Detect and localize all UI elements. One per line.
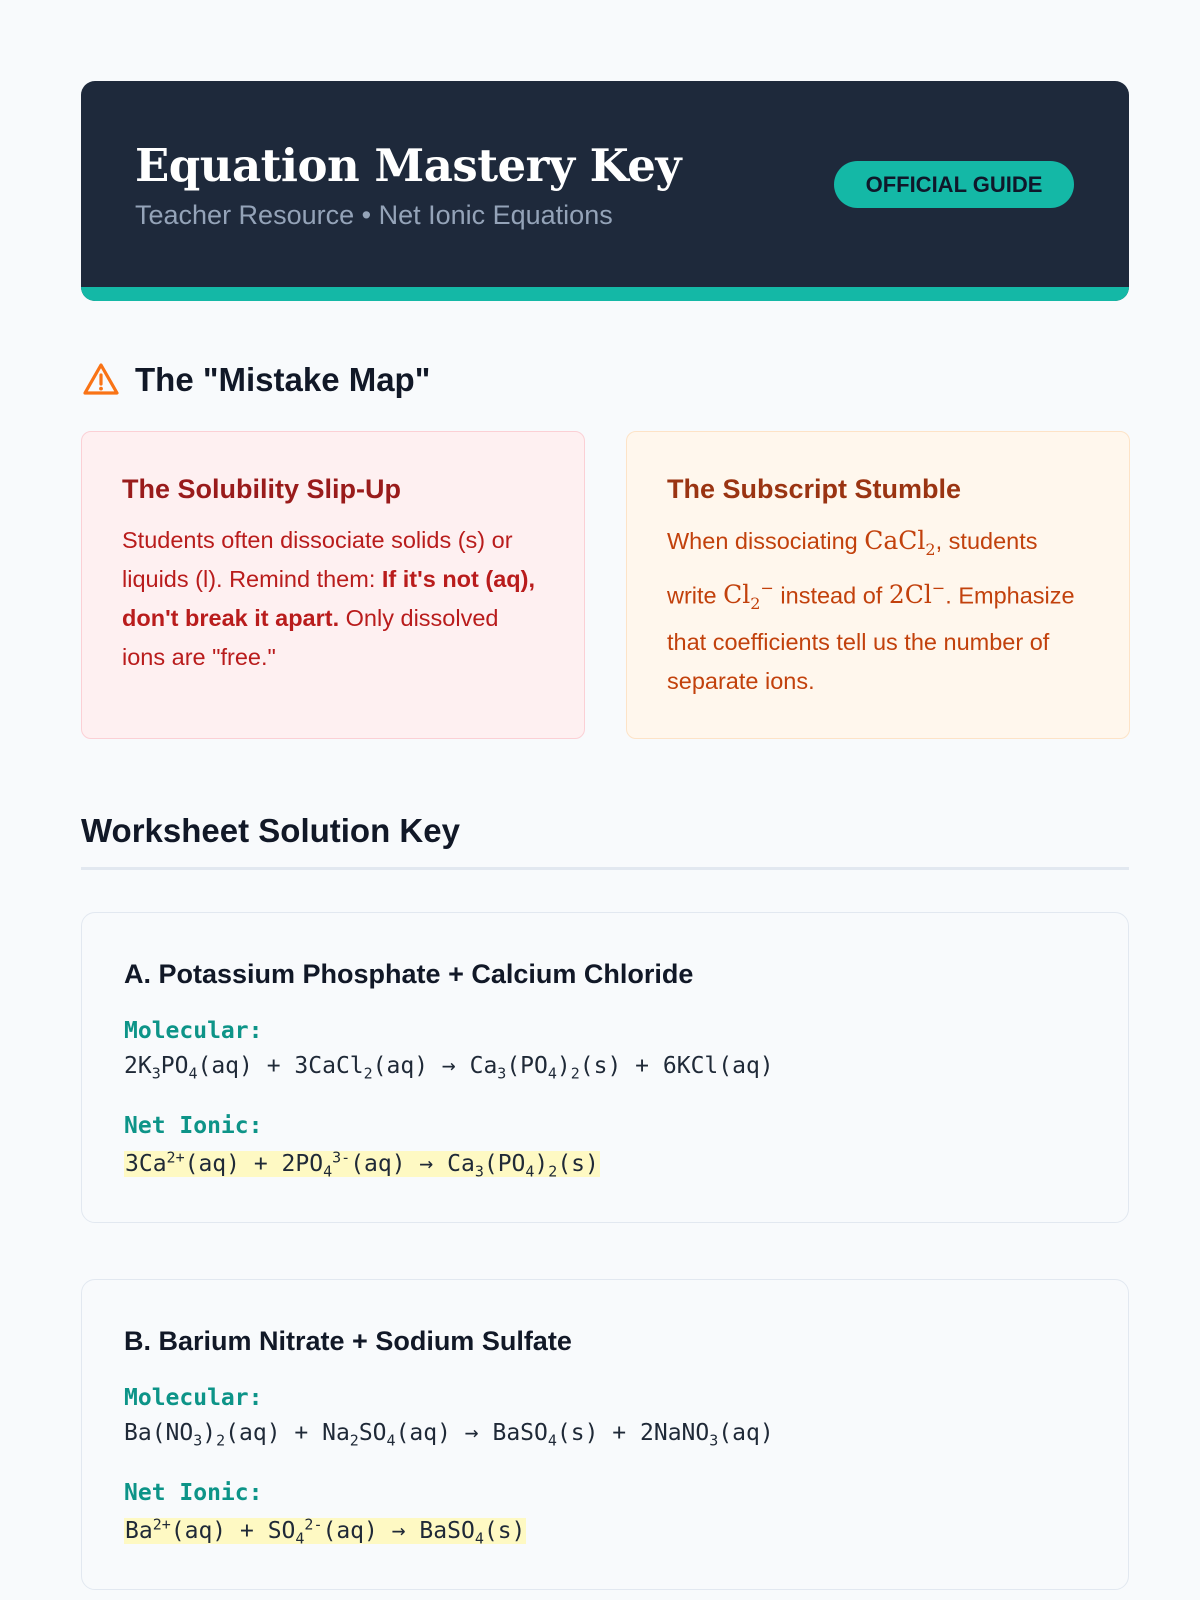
net-ionic-equation: $3Ca^{2+}(aq) + 2PO_4^{3-}(aq) \to Ca_3(PO_4)_2(s)$ — [125, 1148, 599, 1181]
molecular-label: Molecular: — [124, 1018, 263, 1044]
molecular-equation: $Ba(NO_3)_2(aq) + Na_2SO_4(aq)$ → BaSO$_4$(s) + 2NaNO$_3$(aq) — [124, 1420, 774, 1450]
formula-cacl2: CaCl$_2$ — [864, 526, 936, 559]
page-subtitle: Teacher Resource • Net Ionic Equations — [135, 200, 613, 230]
formula-right: 2Cl− — [888, 579, 946, 610]
emphasis-text: If it's not (aq), don't break it apart. — [122, 566, 535, 631]
official-guide-badge: OFFICIAL GUIDE — [834, 161, 1074, 208]
card-title: The Subscript Stumble — [667, 474, 962, 504]
card-text: When dissociating CaCl$_2$, students write $Cl_2^-$ instead of 2Cl−. Emphasize that coefficients tell us the number of separate ions. — [667, 526, 1075, 695]
mistake-card-subscript — [626, 431, 1130, 739]
card-text: Students often dissociate solids (s) or liquids (l). Remind them: If it's not (aq), don't break it apart. Only dissolved ions are "free." — [122, 527, 535, 670]
molecular-label: Molecular: — [124, 1385, 263, 1411]
mistake-card-solubility — [81, 431, 585, 739]
card-title: The Solubility Slip-Up — [122, 474, 401, 504]
problem-title: B. Barium Nitrate + Sodium Sulfate — [124, 1326, 572, 1356]
page-title: Equation Mastery Key — [135, 139, 682, 192]
net-ionic-label: Net Ionic: — [124, 1480, 263, 1506]
molecular-equation: $2K_3PO_4(aq)$ + 3CaCl$_2$(aq) → $Ca_3(PO_4)_2(s) + 6KCl(aq)$ — [124, 1053, 774, 1083]
worksheet-title: Worksheet Solution Key — [81, 812, 460, 849]
net-ionic-label: Net Ionic: — [124, 1113, 263, 1139]
solution-card-b — [81, 1279, 1129, 1590]
header-banner — [81, 81, 1129, 301]
formula-wrong: $Cl_2^-$ — [723, 579, 774, 614]
solution-card-a — [81, 912, 1129, 1223]
mistake-map-heading — [81, 358, 430, 402]
net-ionic-equation: $Ba^{2+}(aq) + SO_4^{2-}(aq)$ → BaSO$_4$(s) — [125, 1515, 526, 1548]
problem-title: A. Potassium Phosphate + Calcium Chloride — [124, 959, 694, 989]
header-accent-bar — [81, 287, 1129, 301]
section-title: The "Mistake Map" — [135, 361, 431, 398]
warning-triangle-icon — [81, 360, 121, 400]
divider — [81, 867, 1129, 870]
